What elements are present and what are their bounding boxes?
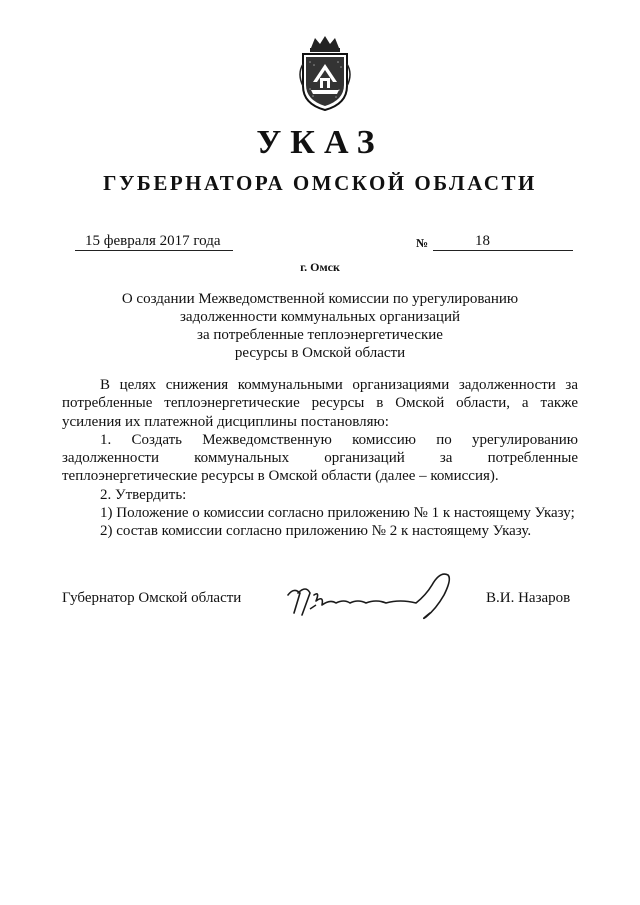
decree-date: 15 февраля 2017 года xyxy=(75,232,233,251)
body-paragraph: 2. Утвердить: xyxy=(100,486,187,503)
body-paragraph: 2) состав комиссии согласно приложению № 2 к настоящему Указу. xyxy=(100,523,532,540)
document-title: УКАЗ xyxy=(256,124,384,161)
subject-line: задолженности коммунальных организаций xyxy=(180,309,460,325)
subject-line: за потребленные теплоэнергетические xyxy=(197,327,443,343)
number-label: № xyxy=(416,236,429,250)
decree-body xyxy=(62,376,578,541)
signature-icon xyxy=(280,565,470,625)
signatory-name: В.И. Назаров xyxy=(486,590,571,606)
decree-number: 18 xyxy=(433,232,573,251)
subject-line: ресурсы в Омской области xyxy=(234,345,406,361)
body-paragraph: 1) Положение о комиссии согласно приложению № 1 к настоящему Указу; xyxy=(100,505,575,522)
signatory-position: Губернатор Омской области xyxy=(62,590,242,606)
document-subtitle: ГУБЕРНАТОРА ОМСКОЙ ОБЛАСТИ xyxy=(103,171,537,195)
body-paragraph: В целях снижения коммунальными организациями задолженности за потребленные теплоэнергетические ресурсы в Омской области, а также усиления их платежной дисциплины постановляю: xyxy=(62,377,578,430)
coat-of-arms-icon xyxy=(293,34,357,112)
decree-subject xyxy=(60,290,580,362)
body-paragraph: 1. Создать Межведомственную комиссию по урегулированию задолженности коммунальных организаций за потребленные теплоэнергетические ресурсы в Омской области (далее – комиссия). xyxy=(62,431,578,485)
city: г. Омск xyxy=(300,260,340,274)
subject-line: О создании Межведомственной комиссии по урегулированию xyxy=(121,291,519,307)
